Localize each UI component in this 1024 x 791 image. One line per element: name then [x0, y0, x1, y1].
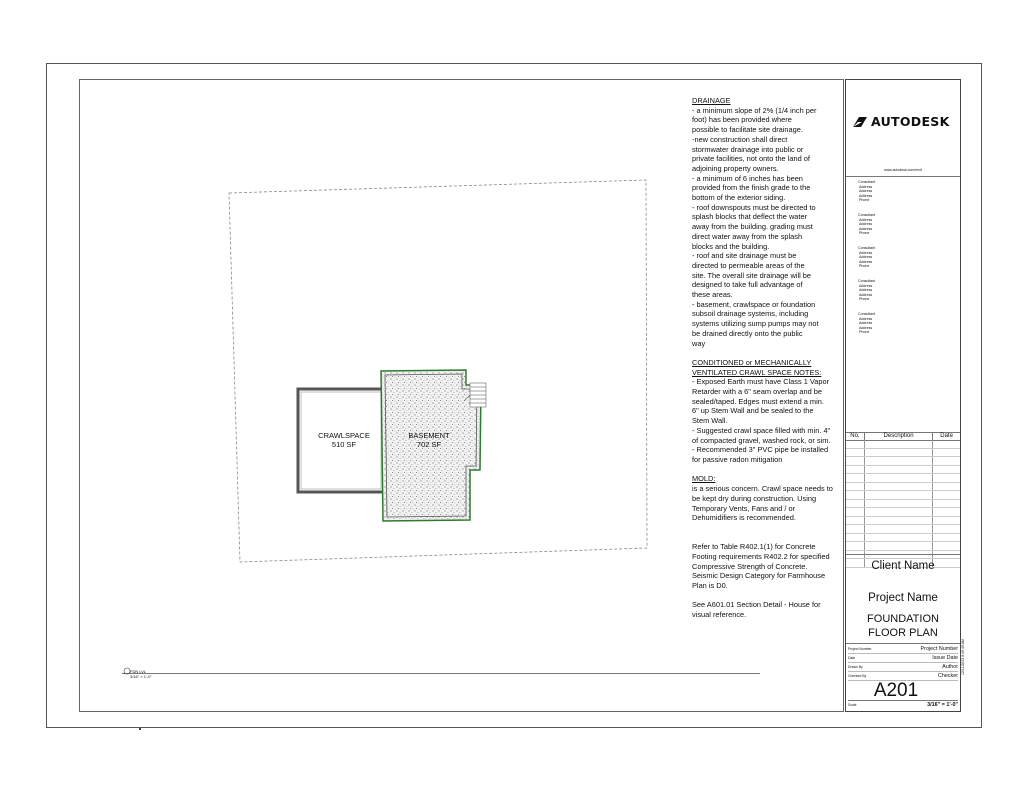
- note-line: possible to facilitate site drainage.: [692, 125, 803, 135]
- consultant-line: Address: [859, 222, 873, 227]
- view-title-name: FDN LVL: [130, 669, 147, 674]
- note-line: be drained directly onto the public: [692, 328, 803, 338]
- date-row: [848, 654, 958, 663]
- autodesk-mark-icon: [853, 117, 867, 127]
- revision-row: [846, 500, 960, 509]
- basement-name: BASEMENT: [408, 431, 450, 440]
- revision-row: [846, 508, 960, 517]
- consultant-name: Consultant: [858, 312, 876, 316]
- note-line: - a minimum slope of 2% (1/4 inch per: [692, 105, 817, 115]
- basement-label: [399, 431, 459, 449]
- client-name: Client Name: [871, 560, 935, 572]
- note-line: blocks and the building.: [692, 241, 770, 251]
- note-line: - a minimum of 6 inches has been: [692, 173, 803, 183]
- sheet-name: [846, 612, 960, 640]
- view-title: [130, 669, 152, 679]
- consultant-line: Address: [859, 283, 873, 288]
- note-line: Seismic Design Category for Farmhouse: [692, 571, 826, 581]
- note-line: foot) has been provided where: [692, 115, 792, 125]
- note-line: - roof downspouts must be directed to: [692, 202, 816, 212]
- note-line: Stem Wall.: [692, 416, 728, 426]
- note-line: private facilities, not onto the land of: [692, 154, 810, 164]
- note-line: stormwater drainage into public or: [692, 144, 804, 154]
- rev-no-header: No.: [846, 432, 865, 440]
- note-line: sealed/taped. Edges must extend a min.: [692, 396, 824, 406]
- project-number-label: Project Number: [848, 647, 872, 651]
- consultant-line: Address: [859, 189, 873, 194]
- note-line: Temporary Vents, Fans and / or: [692, 503, 796, 513]
- drawn-by-row: [848, 663, 958, 672]
- note-line: directed to permeable areas of the: [692, 260, 805, 270]
- revision-row: [846, 534, 960, 543]
- note-line: Footing requirements R402.2 for specified: [692, 551, 830, 561]
- consultant-line: Address: [859, 321, 873, 326]
- checked-by-label: Checked By: [848, 674, 867, 678]
- consultant-line: Address: [859, 316, 873, 321]
- title-block: [845, 79, 961, 712]
- note-line: way: [692, 338, 706, 348]
- scale-row: [848, 700, 958, 709]
- note-line: visual reference.: [692, 610, 747, 620]
- note-line: - Recommended 3" PVC pipe be installed: [692, 445, 829, 455]
- view-title-scale: 3/16" = 1'-0": [130, 674, 152, 679]
- project-name: Project Name: [868, 592, 938, 604]
- project-number-value: Project Number: [920, 646, 958, 652]
- consultant-line: Address: [859, 259, 873, 264]
- date-label: Date: [848, 656, 856, 660]
- revision-row: [846, 449, 960, 458]
- autodesk-logo: [853, 114, 950, 129]
- general-notes: [692, 96, 842, 620]
- scale-label: Scale: [848, 703, 857, 707]
- consultant-line: Phone: [859, 231, 870, 236]
- stray-mark: [139, 728, 141, 730]
- drawn-by-value: Author: [942, 664, 958, 670]
- drainage-notes: [692, 106, 842, 349]
- drawn-by-label: Drawn By: [848, 665, 863, 669]
- crawl-heading-2: VENTILATED CRAWL SPACE NOTES:: [692, 367, 822, 377]
- note-line: direct water away from the splash: [692, 231, 803, 241]
- basement-area: 702 SF: [416, 440, 442, 449]
- sheet-name-line-1: FOUNDATION: [867, 613, 939, 625]
- section-reference-notes: [692, 600, 842, 619]
- consultant-line: Phone: [859, 198, 870, 203]
- crawl-space-notes: [692, 377, 842, 464]
- note-line: site. The overall site drainage will be: [692, 270, 811, 280]
- note-line: Plan is D0.: [692, 581, 728, 591]
- mold-heading: MOLD:: [692, 474, 716, 484]
- project-number-row: [848, 645, 958, 654]
- mold-notes: [692, 484, 842, 523]
- consultant-line: Address: [859, 325, 873, 330]
- revision-row: [846, 483, 960, 492]
- consultant-line: Address: [859, 255, 873, 260]
- rev-desc-header: Description: [865, 432, 933, 440]
- rev-date-header: Date: [940, 433, 953, 439]
- consultant-line: Address: [859, 193, 873, 198]
- consultant-line: Phone: [859, 330, 870, 335]
- revision-table: [846, 440, 960, 554]
- drainage-heading: DRAINAGE: [692, 96, 731, 105]
- checked-by-value: Checker: [937, 673, 958, 679]
- note-line: See A601.01 Section Detail - House for: [692, 600, 821, 610]
- consultant-line: Address: [859, 226, 873, 231]
- revision-row: [846, 440, 960, 449]
- consultant-line: Phone: [859, 264, 870, 269]
- note-line: for passive radon mitigation: [692, 455, 783, 464]
- note-line: Retarder with a 6" seam overlap and be: [692, 387, 822, 397]
- crawl-heading-1: CONDITIONED or MECHANICALLY: [692, 357, 812, 367]
- note-line: -new construction shall direct: [692, 134, 788, 144]
- sheet-number: A201: [873, 680, 919, 701]
- note-line: Dehumidifiers is recommended.: [692, 513, 796, 523]
- date-value: Issue Date: [932, 655, 958, 661]
- revision-row: [846, 517, 960, 526]
- revision-row: [846, 525, 960, 534]
- consultant-line: Phone: [859, 297, 870, 302]
- note-line: - Suggested crawl space filled with min. 4": [692, 425, 831, 435]
- note-line: bottom of the exterior siding.: [692, 193, 786, 203]
- consultant-line: Address: [859, 217, 873, 222]
- note-line: - Exposed Earth must have Class 1 Vapor: [692, 377, 830, 387]
- note-line: Refer to Table R402.1(1) for Concrete: [692, 542, 816, 552]
- note-line: 6" up Stem Wall and be sealed to the: [692, 406, 814, 416]
- note-line: these areas.: [692, 290, 733, 300]
- revision-row: [846, 457, 960, 466]
- note-line: away from the building. grading must: [692, 222, 813, 232]
- consultant-name: Consultant: [858, 279, 876, 283]
- plot-timestamp: 12/11/2023 8:49:46 AM: [961, 639, 965, 675]
- sheet-name-line-2: FLOOR PLAN: [868, 627, 938, 639]
- crawlspace-name: CRAWLSPACE: [318, 431, 370, 440]
- note-line: is a serious concern. Crawl space needs to: [692, 484, 833, 494]
- concrete-notes: [692, 542, 842, 591]
- consultant-line: Address: [859, 250, 873, 255]
- website: www.autodesk.com/revit: [884, 168, 922, 172]
- note-line: - basement, crawlspace or foundation: [692, 299, 816, 309]
- note-line: designed to take full advantage of: [692, 280, 803, 290]
- consultant-line: Address: [859, 184, 873, 189]
- crawlspace-label: [314, 431, 374, 449]
- view-title-line: [122, 673, 760, 674]
- revision-row: [846, 474, 960, 483]
- consultant-line: Address: [859, 292, 873, 297]
- note-line: adjoining property owners.: [692, 163, 779, 173]
- scale-value: 3/16" = 1'-0": [927, 702, 958, 708]
- logo-box: [846, 80, 960, 177]
- note-line: Compressive Strength of Concrete.: [692, 561, 808, 571]
- revision-row: [846, 466, 960, 475]
- consultant-name: Consultant: [858, 213, 876, 217]
- consultant-name: Consultant: [858, 246, 876, 250]
- consultant-line: Address: [859, 288, 873, 293]
- consultants-box: [846, 176, 960, 433]
- note-line: be kept dry during construction. Using: [692, 493, 817, 503]
- crawlspace-area: 510 SF: [331, 440, 357, 449]
- consultant-name: Consultant: [858, 180, 876, 184]
- note-line: provided from the finish grade to the: [692, 183, 811, 193]
- logo-text: AUTODESK: [871, 114, 950, 129]
- revision-row: [846, 542, 960, 551]
- note-line: subsoil drainage systems, including: [692, 309, 809, 319]
- revision-row: [846, 491, 960, 500]
- note-line: of compacted gravel, washed rock, or sim.: [692, 435, 831, 445]
- note-line: - roof and site drainage must be: [692, 251, 797, 261]
- note-line: systems utilizing sump pumps may not: [692, 319, 819, 329]
- note-line: splash blocks that deflect the water: [692, 212, 808, 222]
